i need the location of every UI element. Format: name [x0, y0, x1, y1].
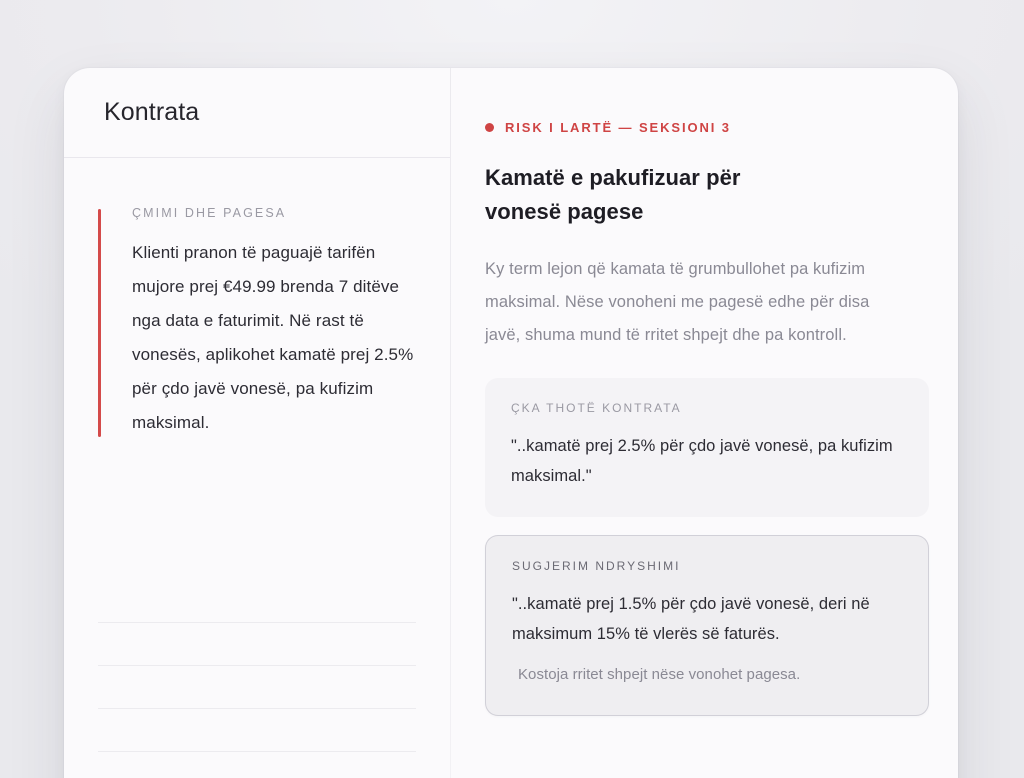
suggestion-card-note: Kostoja rritet shpejt nëse vonohet pagesa.	[518, 666, 801, 683]
risk-dot-icon	[485, 123, 494, 132]
suggestion-card-label: SUGJERIM NDRYSHIMI	[512, 559, 681, 573]
quote-card-text: "..kamatë prej 2.5% për çdo javë vonesë, pa kufizim maksimal."	[511, 437, 893, 485]
suggestion-card-text: "..kamatë prej 1.5% për çdo javë vonesë, deri në maksimum 15% të vlerës së faturës.	[512, 595, 870, 643]
page-title: Kontrata	[104, 98, 200, 126]
clause-text: Klienti pranon të paguajë tarifën mujore prej €49.99 brenda 7 ditëve nga data e faturimit. Në rast të vonesës, aplikohet kamatë prej 2.5% për çdo javë vonesë, pa kufizim maksimal.	[132, 243, 414, 432]
risk-description: Ky term lejon që kamata të grumbullohet pa kufizim maksimal. Nëse vonoheni me pagesë edhe për disa javë, shuma mund të rritet shpejt dhe pa kontroll.	[485, 260, 870, 344]
clause-accent-bar	[98, 209, 101, 437]
contract-review-panel	[64, 68, 958, 778]
risk-badge-label: RISK I LARTË — SEKSIONI 3	[505, 120, 731, 135]
suggestion-card[interactable]	[485, 535, 929, 716]
status-badge	[485, 120, 928, 135]
risk-analysis-column	[451, 68, 958, 778]
document-body	[64, 158, 450, 440]
highlighted-clause[interactable]	[98, 206, 450, 440]
document-placeholder-lines	[98, 622, 416, 778]
contract-document-column	[64, 68, 450, 778]
quote-card-label: ÇKA THOTË KONTRATA	[511, 401, 682, 415]
risk-title: Kamatë e pakufizuar për vonesë pagese	[485, 165, 741, 224]
document-header	[64, 68, 450, 158]
clause-section-label: ÇMIMI DHE PAGESA	[132, 206, 287, 220]
contract-quote-card	[485, 378, 929, 517]
